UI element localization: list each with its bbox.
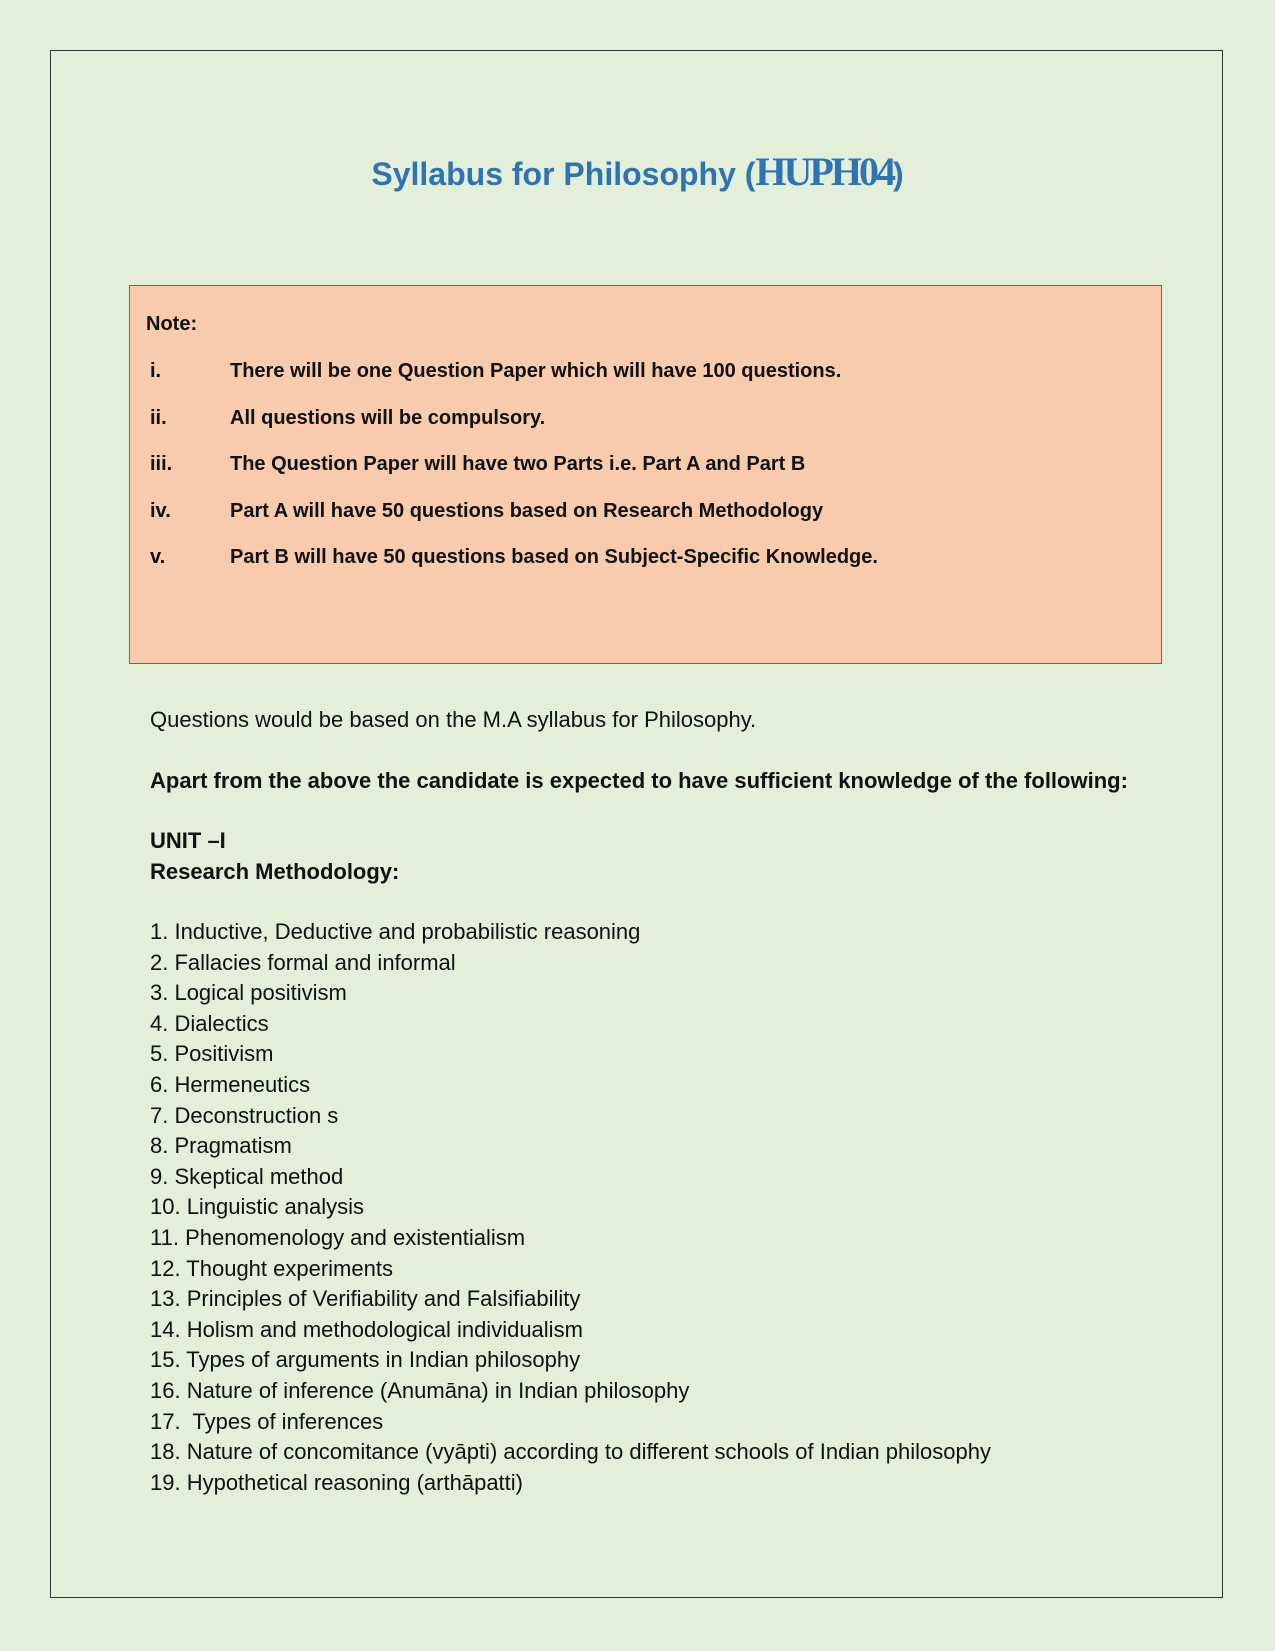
course-code: HUPH04 [755, 149, 893, 194]
title-close: ) [892, 156, 904, 192]
topic-item: 6. Hermeneutics [150, 1071, 311, 1097]
note-box [129, 285, 1162, 664]
note-item-text: Part B will have 50 questions based on Subject-Specific Knowledge. [230, 546, 878, 568]
topic-item: 18. Nature of concomitance (vyāpti) according to different schools of Indian philosophy [150, 1439, 991, 1465]
topic-list [150, 919, 991, 1500]
topic-item: 2. Fallacies formal and informal [150, 949, 456, 975]
topic-item: 17. Types of inferences [150, 1408, 384, 1434]
note-item-text: All questions will be compulsory. [230, 406, 546, 429]
note-item-number: iii. [150, 453, 173, 475]
topic-item: 10. Linguistic analysis [150, 1194, 365, 1220]
note-item-text: The Question Paper will have two Parts i.e. Part A and Part B [230, 453, 806, 475]
topic-item: 1. Inductive, Deductive and probabilistic reasoning [150, 919, 641, 944]
topic-item: 8. Pragmatism [150, 1133, 292, 1159]
page-title [0, 148, 1275, 195]
topic-item: 4. Dialectics [150, 1010, 269, 1036]
topic-item: 13. Principles of Verifiability and Falsifiability [150, 1286, 581, 1312]
note-item-number: ii. [150, 406, 167, 429]
topic-item: 12. Thought experiments [150, 1255, 393, 1281]
note-item-number: iv. [150, 499, 171, 522]
topic-item: 11. Phenomenology and existentialism [150, 1224, 526, 1250]
topic-item: 5. Positivism [150, 1041, 274, 1067]
note-item-text: There will be one Question Paper which will have 100 questions. [230, 360, 842, 382]
topic-item: 14. Holism and methodological individualism [150, 1316, 583, 1342]
unit-title: UNIT –I [150, 828, 226, 853]
note-item-number: i. [150, 360, 162, 382]
topic-item: 15. Types of arguments in Indian philosophy [150, 1347, 581, 1373]
note-item-number: v. [150, 546, 166, 568]
intro-paragraph: Questions would be based on the M.A syllabus for Philosophy. [150, 707, 757, 732]
topic-item: 3. Logical positivism [150, 980, 347, 1006]
knowledge-heading: Apart from the above the candidate is expected to have sufficient knowledge of the following: [150, 768, 1128, 793]
note-label: Note: [146, 313, 198, 335]
topic-item: 9. Skeptical method [150, 1163, 344, 1189]
title-main: Syllabus for Philosophy ( [371, 156, 756, 192]
topic-item: 16. Nature of inference (Anumāna) in Indian philosophy [150, 1377, 690, 1403]
topic-item: 19. Hypothetical reasoning (arthāpatti) [150, 1469, 523, 1495]
note-item-text: Part A will have 50 questions based on Research Methodology [230, 499, 824, 522]
topic-item: 7. Deconstruction s [150, 1102, 339, 1128]
unit-subtitle: Research Methodology: [150, 859, 400, 884]
